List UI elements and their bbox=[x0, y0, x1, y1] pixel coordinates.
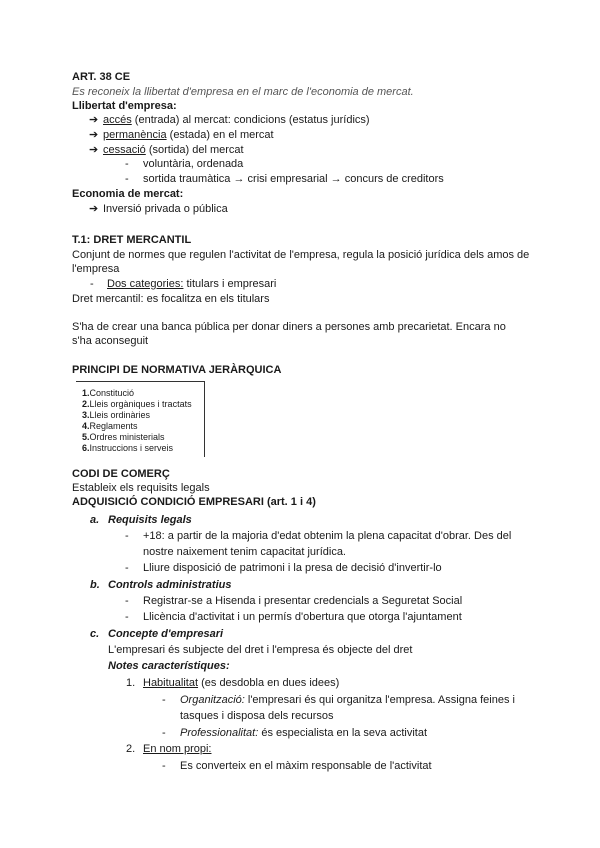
list-item: ➔ Inversió privada o pública bbox=[89, 203, 228, 215]
list-item-text: nostre naixement tenim capacitat jurídica. bbox=[143, 546, 346, 558]
list-item: 5.Ordres ministerials bbox=[82, 432, 165, 442]
list-item-text: Llicència d'activitat i un permís d'obertura que otorga l'ajuntament bbox=[143, 611, 462, 623]
paragraph-line: Estableix els requisits legals bbox=[72, 482, 210, 494]
paragraph-line: s'ha aconseguit bbox=[72, 335, 149, 347]
section-title: CODI DE COMERÇ bbox=[72, 468, 170, 480]
notes-title: Notes característiques: bbox=[108, 660, 230, 672]
list-title: Concepte d'empresari bbox=[108, 628, 224, 640]
paragraph-line: Conjunt de normes que regulen l'activitat de l'empresa, regula la posició jurídica dels amos de bbox=[72, 249, 530, 261]
list-item: - bbox=[125, 595, 129, 607]
list-label: a. bbox=[90, 514, 100, 526]
list-item: - bbox=[125, 562, 129, 574]
arrow-icon: ➔ bbox=[89, 114, 99, 126]
list-title: Habitualitat (es desdobla en dues idees) bbox=[143, 677, 340, 689]
list-item-text: tasques i disposa dels recursos bbox=[180, 710, 334, 722]
list-item-text: Organització: l'empresari és qui organitza l'empresa. Assigna feines i bbox=[180, 694, 515, 706]
section-title: T.1: DRET MERCANTIL bbox=[72, 234, 192, 246]
list-item-text: Dos categories: titulars i empresari bbox=[107, 278, 277, 290]
list-item: - bbox=[125, 530, 129, 542]
economia-heading: Economia de mercat: bbox=[72, 188, 184, 200]
list-item: - bbox=[90, 278, 94, 290]
subsection-title: ADQUISICIÓ CONDICIÓ EMPRESARI (art. 1 i 4) bbox=[72, 496, 316, 508]
list-title: Controls administratius bbox=[108, 579, 232, 591]
paragraph-line: S'ha de crear una banca pública per donar diners a persones amb precarietat. Encara no bbox=[72, 321, 506, 333]
list-item: 4.Reglaments bbox=[82, 421, 138, 431]
arrow-icon: ➔ bbox=[89, 144, 99, 156]
list-label: c. bbox=[90, 628, 100, 640]
list-item: - bbox=[162, 727, 166, 739]
list-item-text: Es converteix en el màxim responsable de l'activitat bbox=[180, 760, 432, 772]
art-title: ART. 38 CE bbox=[72, 71, 131, 83]
arrow-icon: ➔ bbox=[89, 203, 99, 215]
list-item: - bbox=[162, 694, 166, 706]
list-label: b. bbox=[90, 579, 100, 591]
list-item-text: voluntària, ordenada bbox=[143, 158, 244, 170]
paragraph-line: Dret mercantil: es focalitza en els titulars bbox=[72, 293, 270, 305]
list-item: ➔ cessació (sortida) del mercat bbox=[89, 144, 244, 156]
llibertat-heading: Llibertat d'empresa: bbox=[72, 100, 177, 112]
art-subtitle: Es reconeix la llibertat d'empresa en el marc de l'economia de mercat. bbox=[72, 86, 414, 98]
list-item-text: Professionalitat: és especialista en la seva activitat bbox=[180, 727, 428, 739]
list-item: 2.Lleis orgàniques i tractats bbox=[82, 399, 192, 409]
list-title: Requisits legals bbox=[108, 514, 192, 526]
list-item-text: sortida traumàtica → crisi empresarial → concurs de creditors bbox=[143, 173, 444, 185]
list-label: 2. bbox=[126, 743, 136, 755]
arrow-icon: ➔ bbox=[89, 129, 99, 141]
list-item: 1.Constitució bbox=[82, 388, 135, 398]
list-item-text: +18: a partir de la majoria d'edat obtenim la plena capacitat d'obrar. Des del bbox=[143, 530, 512, 542]
list-title: En nom propi: bbox=[143, 743, 212, 755]
list-item: ➔ accés (entrada) al mercat: condicions (estatus jurídics) bbox=[89, 114, 370, 126]
paragraph-line: l'empresa bbox=[72, 263, 120, 275]
paragraph-line: L'empresari és subjecte del dret i l'empresa és objecte del dret bbox=[108, 644, 413, 656]
hierarchy-box bbox=[76, 381, 205, 457]
list-item: - bbox=[125, 611, 129, 623]
list-item-text: Lliure disposició de patrimoni i la presa de decisió d'invertir-lo bbox=[143, 562, 442, 574]
list-item: - bbox=[125, 173, 129, 185]
list-item: 6.Instruccions i serveis bbox=[82, 443, 174, 453]
list-item: 3.Lleis ordinàries bbox=[82, 410, 151, 420]
list-item-text: Registrar-se a Hisenda i presentar credencials a Seguretat Social bbox=[143, 595, 463, 607]
list-item: ➔ permanència (estada) en el mercat bbox=[89, 129, 274, 141]
section-title: PRINCIPI DE NORMATIVA JERÀRQUICA bbox=[72, 364, 282, 376]
list-label: 1. bbox=[126, 677, 136, 689]
list-item: - bbox=[162, 760, 166, 772]
list-item: - bbox=[125, 158, 129, 170]
